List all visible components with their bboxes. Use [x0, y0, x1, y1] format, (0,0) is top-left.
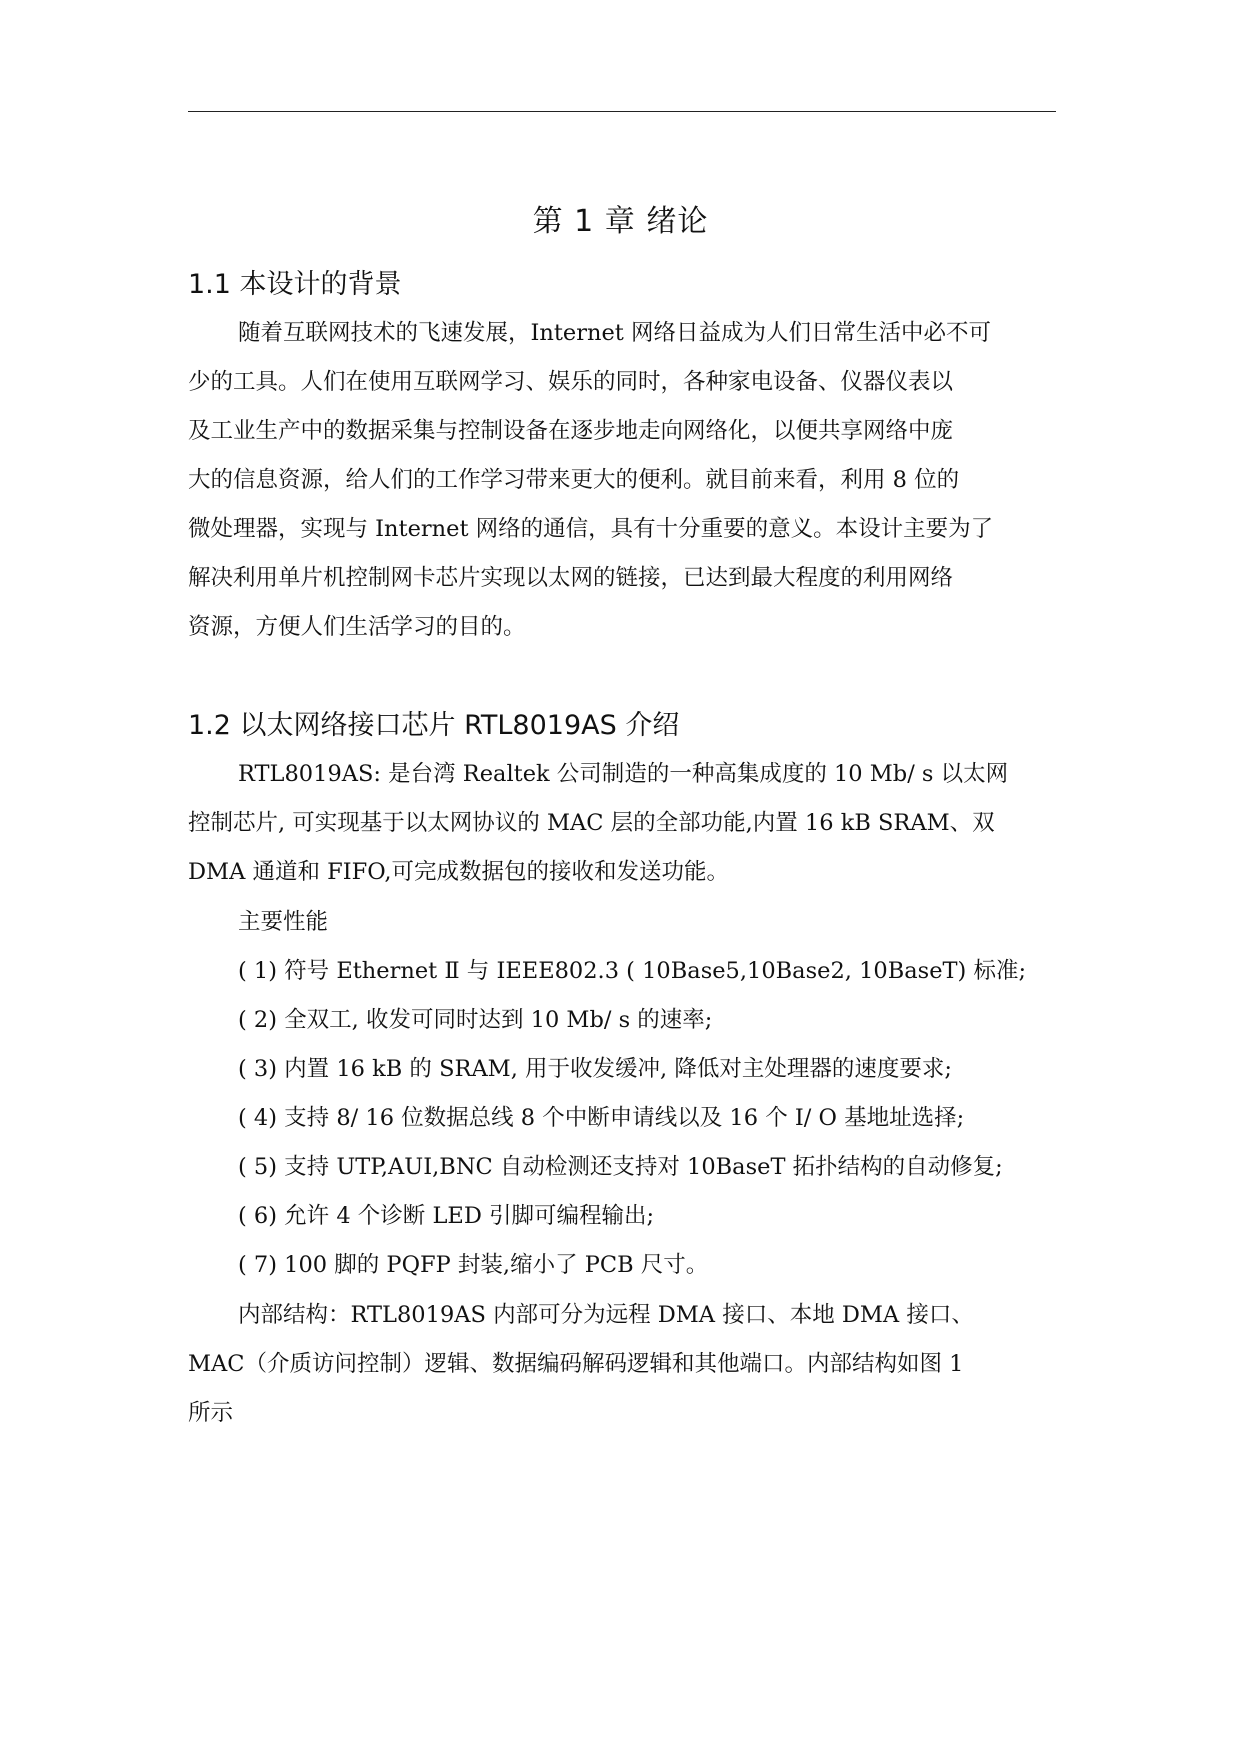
header-rule	[188, 111, 1056, 112]
paragraph-line: 所示	[188, 1400, 234, 1426]
paragraph-line: 控制芯片, 可实现基于以太网协议的 MAC 层的全部功能,内置 16 kB SRAM、双	[188, 810, 995, 836]
list-item: ( 1) 符号 Ethernet Ⅱ 与 IEEE802.3 ( 10Base5,10Base2, 10BaseT) 标准;	[238, 958, 1027, 984]
paragraph-line: 少的工具。人们在使用互联网学习、娱乐的同时，各种家电设备、仪器仪表以	[188, 369, 954, 395]
section-1-heading: 1.1 本设计的背景	[188, 269, 402, 300]
chapter-title: 第 1 章 绪论	[532, 204, 709, 239]
paragraph-line: 内部结构：RTL8019AS 内部可分为远程 DMA 接口、本地 DMA 接口、	[238, 1302, 974, 1328]
performance-label: 主要性能	[238, 909, 329, 935]
paragraph-line: DMA 通道和 FIFO,可完成数据包的接收和发送功能。	[188, 859, 730, 885]
paragraph-line: RTL8019AS: 是台湾 Realtek 公司制造的一种高集成度的 10 Mb/ s 以太网	[238, 761, 1009, 787]
list-item: ( 5) 支持 UTP,AUI,BNC 自动检测还支持对 10BaseT 拓扑结构的自动修复;	[238, 1154, 1003, 1180]
list-item: ( 2) 全双工, 收发可同时达到 10 Mb/ s 的速率;	[238, 1007, 713, 1033]
paragraph-line: 随着互联网技术的飞速发展，Internet 网络日益成为人们日常生活中必不可	[238, 320, 991, 346]
list-item: ( 3) 内置 16 kB 的 SRAM, 用于收发缓冲, 降低对主处理器的速度要求;	[238, 1056, 952, 1082]
paragraph-line: 及工业生产中的数据采集与控制设备在逐步地走向网络化，以便共享网络中庞	[188, 418, 954, 444]
list-item: ( 7) 100 脚的 PQFP 封装,缩小了 PCB 尺寸。	[238, 1252, 709, 1278]
paragraph-line: 微处理器，实现与 Internet 网络的通信，具有十分重要的意义。本设计主要为了	[188, 516, 994, 542]
paragraph-line: 大的信息资源，给人们的工作学习带来更大的便利。就目前来看，利用 8 位的	[188, 467, 960, 493]
list-item: ( 4) 支持 8/ 16 位数据总线 8 个中断申请线以及 16 个 I/ O 基地址选择;	[238, 1105, 965, 1131]
paragraph-line: 解决利用单片机控制网卡芯片实现以太网的链接，已达到最大程度的利用网络	[188, 565, 954, 591]
list-item: ( 6) 允许 4 个诊断 LED 引脚可编程输出;	[238, 1203, 655, 1229]
paragraph-line: MAC（介质访问控制）逻辑、数据编码解码逻辑和其他端口。内部结构如图 1	[188, 1351, 964, 1377]
paragraph-line: 资源，方便人们生活学习的目的。	[188, 614, 526, 640]
section-2-heading: 1.2 以太网络接口芯片 RTL8019AS 介绍	[188, 710, 680, 741]
